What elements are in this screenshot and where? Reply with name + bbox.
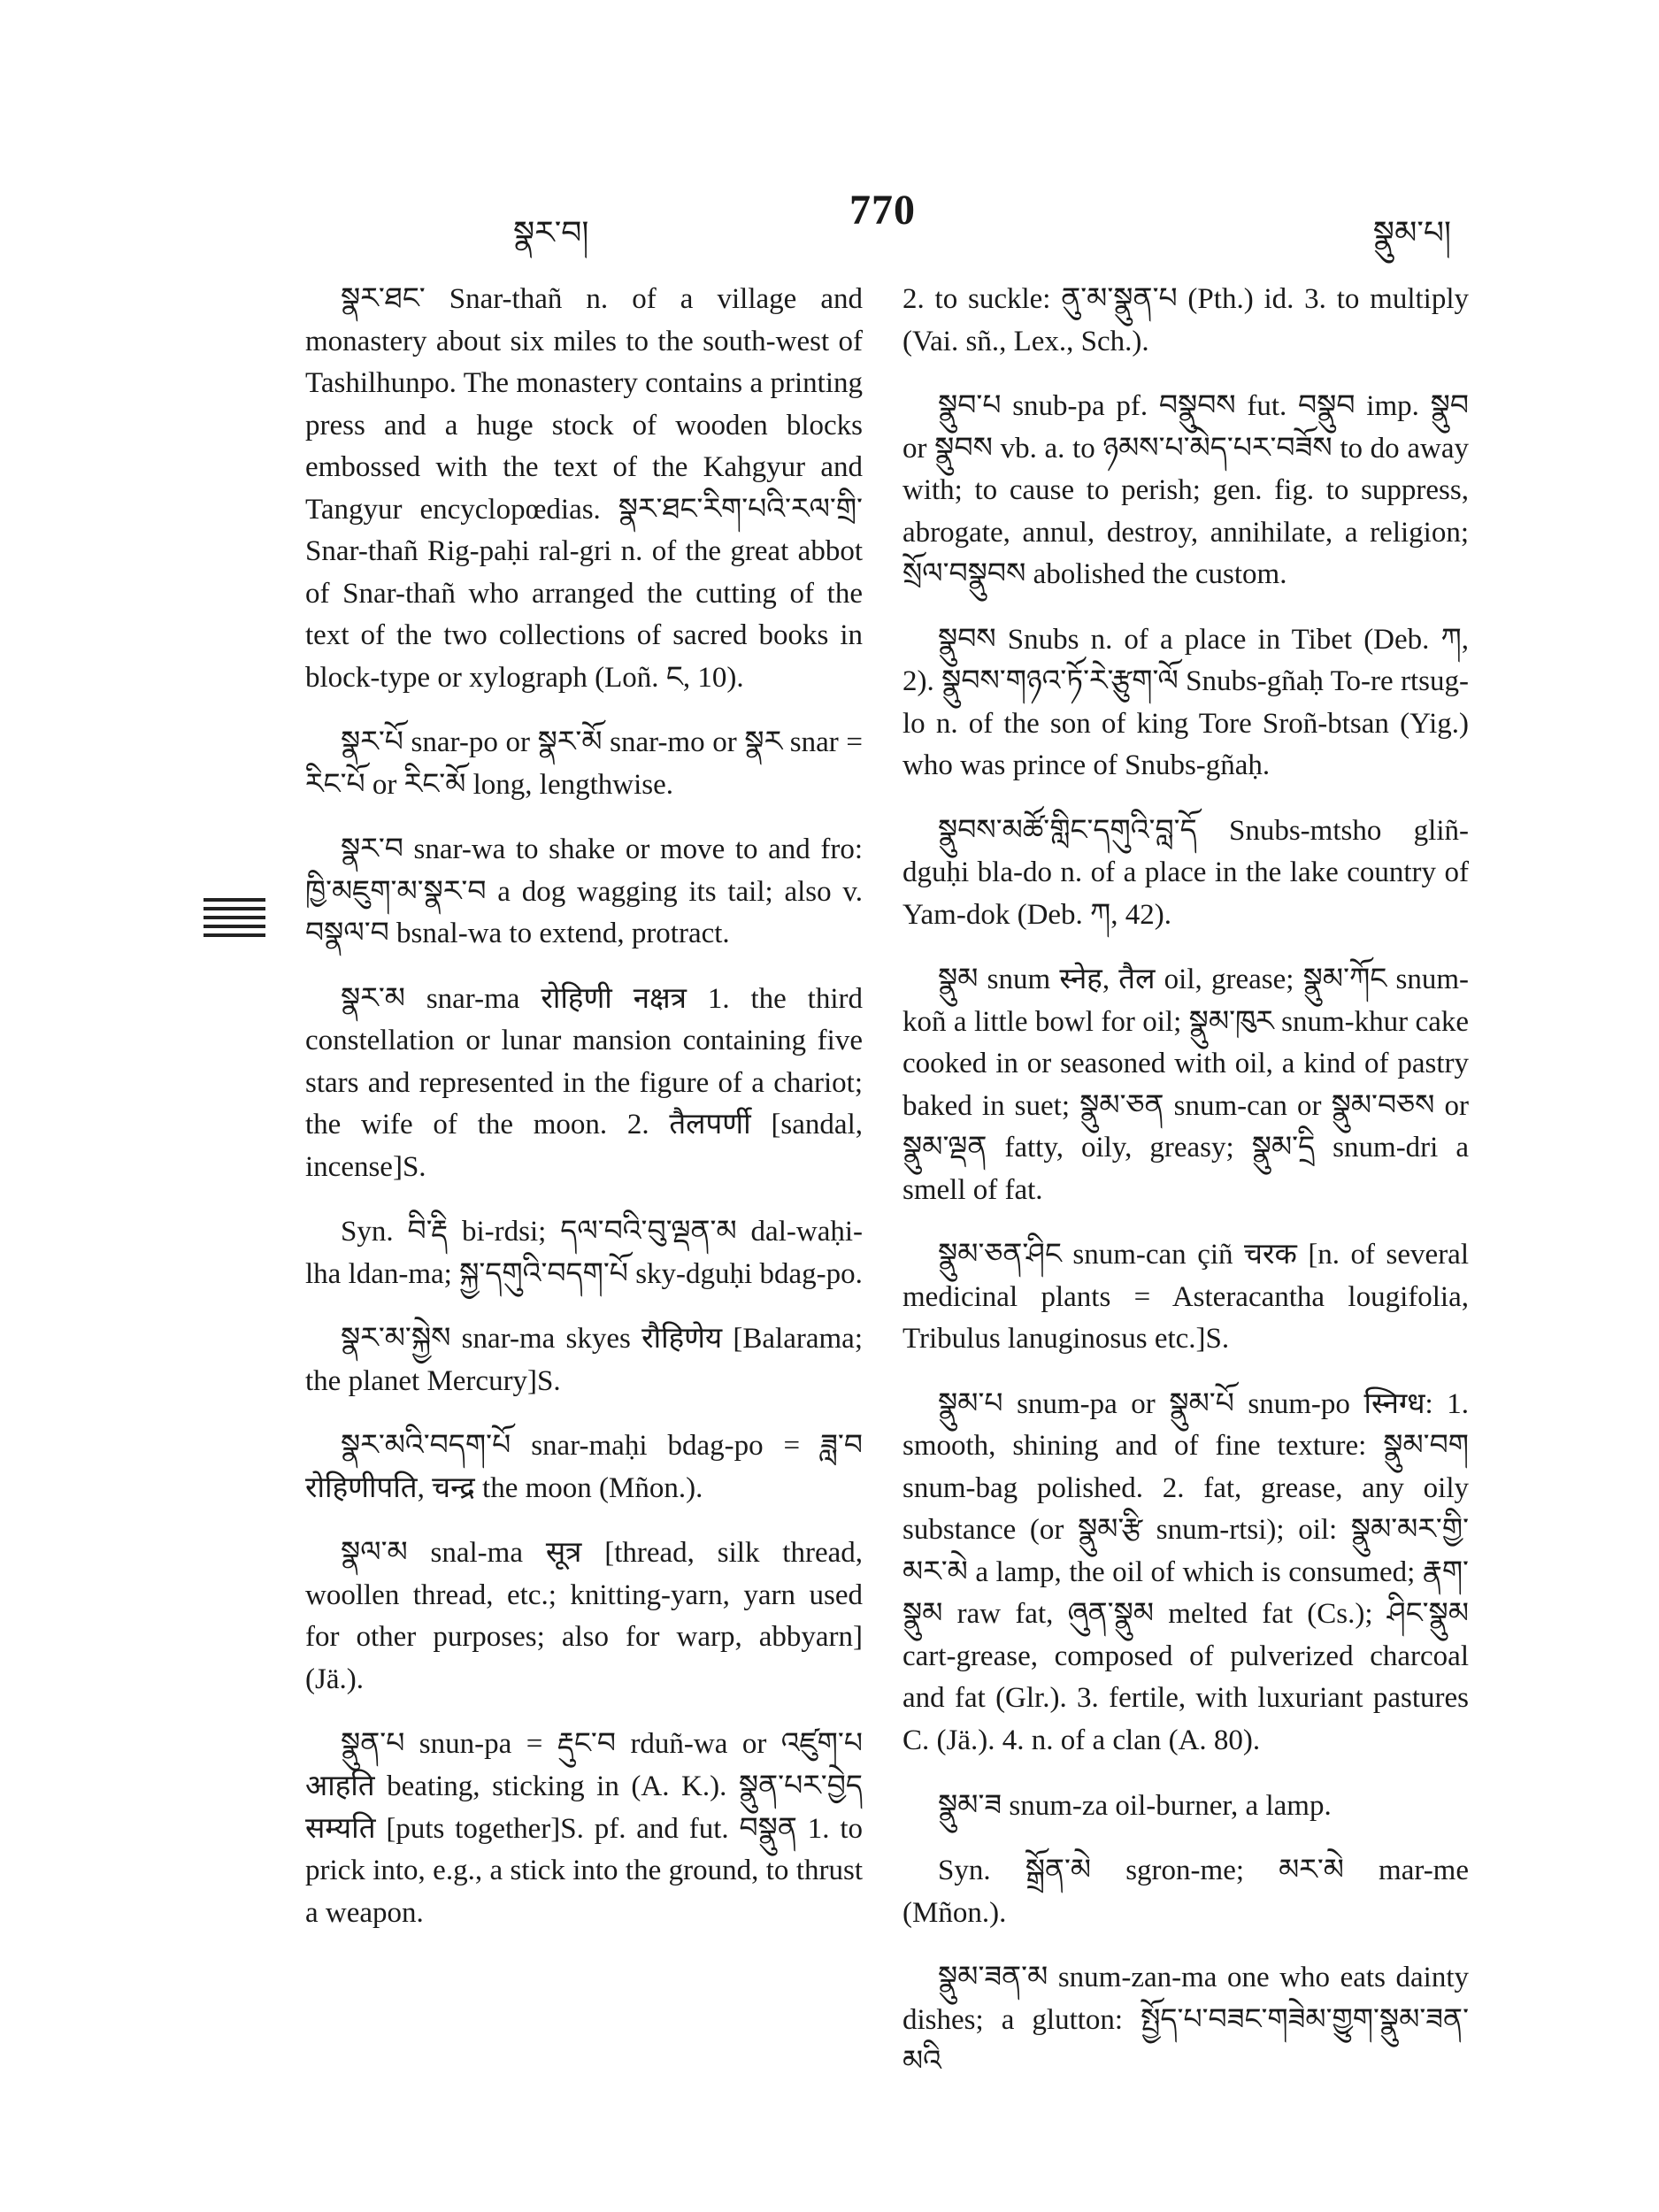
- left-column: [305, 279, 863, 1957]
- page-header: [513, 186, 1478, 250]
- right-column: [902, 279, 1469, 2107]
- dictionary-entry: སྣུན་པ snun-pa = རྡུང་བ rduñ-wa or འཛུག་པ आहति beating, sticking in (A. K.). སྣུན་པར་བྱེད सम्यति [puts together]S. pf. and fut. བསྣུན 1. to prick into, e.g., a stick into the ground, to thrust a weapon.: [305, 1728, 863, 1929]
- dictionary-entry: སྣུམ་ཟ snum-za oil-burner, a lamp.: [938, 1789, 1332, 1822]
- dictionary-entry: སྣར་ཐང་ Snar-thañ n. of a village and monastery about six miles to the south-west of Tashilhunpo. The monastery contains a printing press and a huge stock of wooden blocks embossed with the text of the Kahgyur and Tangyur encyclopœdias. སྣར་ཐང་རིག་པའི་རལ་གྲི་ Snar-thañ Rig-paḥi ral-gri n. of the great abbot of Snar-thañ who arranged the cutting of the text of the two collections of sacred books in block-type or xylograph (Loñ. ང, 10).: [305, 283, 863, 694]
- dictionary-entry: སྣལ་མ snal-ma सूत्र [thread, silk thread, woollen thread, etc.; knitting-yarn, yarn used for other purposes; also for warp, abbyarn] (Jä.).: [305, 1537, 863, 1695]
- dictionary-entry: སྣུབས་མཚོ་གླིང་དགུའི་བླ་དོ Snubs-mtsho gliñ-dguḥi bla-do n. of a place in the lake country of Yam-dok (Deb. ཀ, 42).: [902, 814, 1469, 931]
- dictionary-entry: Syn. སྒྲོན་མེ sgron-me; མར་མེ mar-me (Mñon.).: [902, 1855, 1469, 1929]
- dictionary-entry: སྣར་མ་སྐྱེས snar-ma skyes रौहिणेय [Balarama; the planet Mercury]S.: [305, 1323, 863, 1397]
- page-number: 770: [849, 187, 916, 234]
- dictionary-entry: སྣར་མ snar-ma रोहिणी नक्षत्र 1. the third constellation or lunar mansion containing five stars and represented in the figure of a chariot; the wife of the moon. 2. तैलपर्णी [sandal, incense]S.: [305, 982, 863, 1183]
- dictionary-entry: སྣར་བ snar-wa to shake or move to and fro: ཁྱི་མཇུག་མ་སྣར་བ a dog wagging its tail; also v. བསྣལ་བ bsnal-wa to extend, protract.: [305, 833, 863, 950]
- dictionary-entry: 2. to suckle: ནུ་མ་སྣུན་པ (Pth.) id. 3. to multiply (Vai. sñ., Lex., Sch.).: [902, 283, 1469, 357]
- dictionary-entry: སྣུམ་ཟན་མ snum-zan-ma one who eats dainty dishes; a glutton: སྤྱོད་པ་བཟང་གཟེམ་གྱུག་སྣུམ་ཟན་མའི: [902, 1962, 1469, 2078]
- dictionary-entry: སྣུབ་པ snub-pa pf. བསྣུབས fut. བསྣུབ imp. སྣུབ or སྣུབས vb. a. to ཉམས་པ་མེད་པར་བཟོས to do away with; to cause to perish; gen. fig. to suppress, abrogate, annul, destroy, annihilate, a religion; སྲོལ་བསྣུབས abolished the custom.: [902, 390, 1469, 591]
- dictionary-entry: སྣར་པོ snar-po or སྣར་མོ snar-mo or སྣར snar = རིང་པོ or རིང་མོ long, lengthwise.: [305, 726, 863, 801]
- dictionary-entry: སྣུབས Snubs n. of a place in Tibet (Deb. ཀ, 2). སྣུབས་གཉའ་ཏོ་རེ་རྩུག་ལོ Snubs-gñaḥ To-re rtsug-lo n. of the son of king Tore Sroñ-btsan (Yig.) who was prince of Snubs-gñaḥ.: [902, 623, 1469, 782]
- left-running-head: སྣར་བ།: [513, 215, 589, 250]
- dictionary-entry: སྣུམ་པ snum-pa or སྣུམ་པོ snum-po स्निग्ध: 1. smooth, shining and of fine texture: སྣུམ་བག snum-bag polished. 2. fat, grease, any oily substance (or སྣུམ་རྩི snum-rtsi); oil: སྣུམ་མར་གྱི་མར་མེ a lamp, the oil of which is consumed; རྣག་སྣུམ raw fat, ཞུན་སྣུམ melted fat (Cs.); ཤིང་སྣུམ cart-grease, composed of pulverized charcoal and fat (Glr.). 3. fertile, with luxuriant pastures C. (Jä.). 4. n. of a clan (A. 80).: [902, 1387, 1469, 1756]
- dictionary-entry: སྣུམ་ཅན་ཤིང snum-can çiñ चरक [n. of several medicinal plants = Asteracantha lougifolia, Tribulus lanuginosus etc.]S.: [902, 1239, 1469, 1356]
- right-running-head: སྣུམ་པ།: [1372, 215, 1451, 250]
- dictionary-entry: Syn. བི་རྡི bi-rdsi; དལ་བའི་བུ་ལྡན་མ dal-waḥi-lha ldan-ma; སྐྱ་དགུའི་བདག་པོ sky-dguḥi bdag-po.: [305, 1216, 863, 1290]
- dictionary-entry: སྣར་མའི་བདག་པོ snar-maḥi bdag-po = ཟླ་བ रोहिणीपति, चन्द्र the moon (Mñon.).: [305, 1430, 863, 1504]
- margin-mark-icon: [204, 898, 265, 937]
- dictionary-entry: སྣུམ snum स्नेह, तैल oil, grease; སྣུམ་ཀོང snum-koñ a little bowl for oil; སྣུམ་ཁུར snum-khur cake cooked in or seasoned with oil, a kind of pastry baked in suet; སྣུམ་ཅན snum-can or སྣུམ་བཅས or སྣུམ་ལྡན fatty, oily, greasy; སྣུམ་དྲི snum-dri a smell of fat.: [902, 964, 1469, 1206]
